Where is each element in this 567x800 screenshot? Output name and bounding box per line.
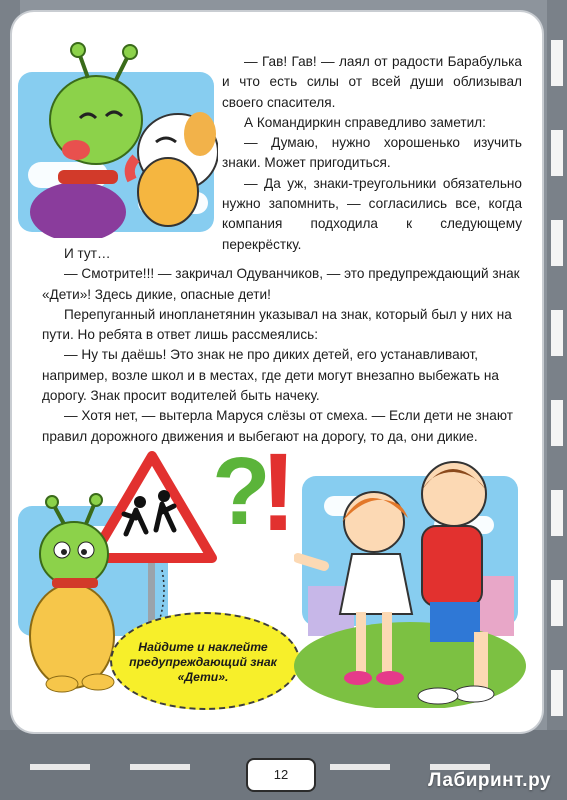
sticker-instruction: Найдите и наклейте предупреждающий знак «Дети». [129, 640, 277, 684]
road-right [547, 0, 567, 800]
paragraph: И тут… [64, 246, 111, 261]
paragraph: Перепуганный инопланетянин указывал на знак, который был у них на пути. Но ребята в ответ лишь рассмеялись: [42, 306, 512, 343]
alien-dog-illustration [18, 42, 218, 238]
paragraph: — Думаю, нужно хорошенько изучить знаки. Может пригодиться. [222, 135, 522, 171]
paragraph: А Командиркин справедливо заметил: [244, 114, 486, 130]
paragraph: — Ну ты даёшь! Это знак не про диких детей, его устанавливают, например, возле школ и в местах, где дети могут внезапно выбежать на дорогу. Знак просит водителей быть начеку. [42, 347, 499, 404]
paragraph: — Хотя нет, — вытерла Маруся слёзы от смеха. — Если дети не знают правил дорожного движения и выбегают на дорогу, то да, они дикие. [42, 408, 513, 444]
children-illustration [294, 446, 526, 708]
paragraph: — Смотрите!!! — закричал Одуванчиков, — это предупреждающий знак «Дети»! Здесь дикие, опасные дети! [42, 266, 520, 302]
watermark: Лабиринт.ру [428, 770, 551, 791]
question-mark-icon: ? [212, 438, 271, 545]
page-number: 12 [246, 758, 316, 792]
paragraph: — Да уж, знаки-треугольники обязательно нужно запомнить, — согласились все, когда компания подходила к следующему перекрёстку. [222, 175, 522, 252]
book-page [12, 12, 542, 732]
main-text [42, 244, 522, 447]
paragraph: — Гав! Гав! — лаял от радости Барабулька и что есть силы от всей души облизывал своего спасителя. [222, 54, 522, 110]
right-column-text [222, 52, 522, 255]
exclamation-mark-icon: ! [260, 431, 297, 554]
